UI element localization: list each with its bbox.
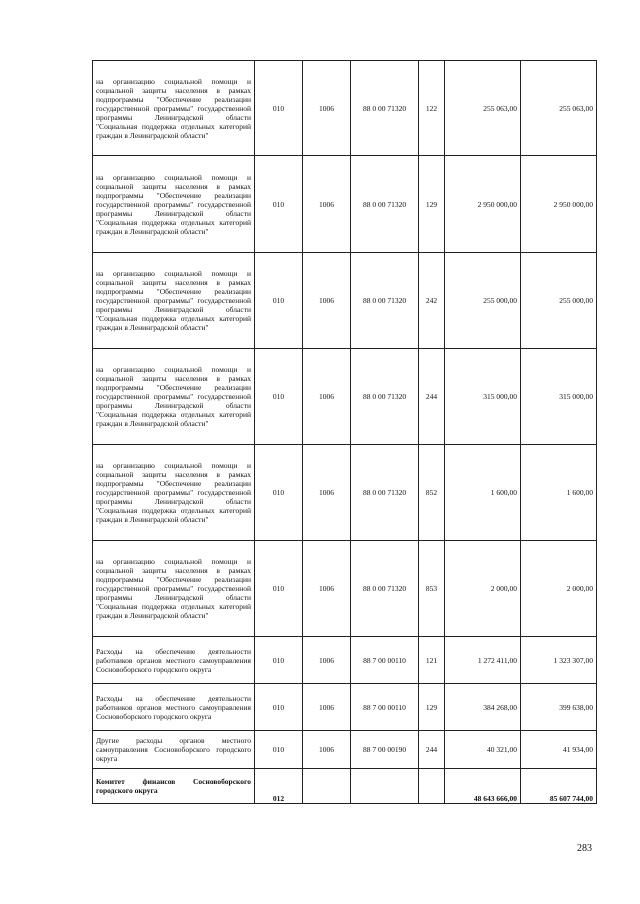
row-sum-2: 2 950 000,00 [521,156,597,253]
row-grbs: 010 [255,61,303,156]
row-sum-1: 384 268,00 [445,684,521,731]
row-target-article: 88 7 00 00110 [351,684,419,731]
row-name: на организацию социальной помощи и социальной защиты населения в рамках подпрограммы "Обеспечение реализации государственной программы" государственной программы Ленинградской области "Социальная поддержка отдельных категорий граждан в Ленинградской области" [93,156,255,253]
row-name: Расходы на обеспечение деятельности работников органов местного самоуправления Сосновоборского городского округа [93,684,255,731]
table-row [93,61,597,156]
row-sum-1: 1 272 411,00 [445,637,521,684]
table-row [93,541,597,637]
table-row [93,253,597,349]
row-expense-type: 244 [419,731,445,769]
row-section: 1006 [303,445,351,541]
row-sum-2: 1 323 307,00 [521,637,597,684]
row-section: 1006 [303,61,351,156]
table-row [93,731,597,769]
row-grbs: 010 [255,684,303,731]
row-name: на организацию социальной помощи и социальной защиты населения в рамках подпрограммы "Обеспечение реализации государственной программы" государственной программы Ленинградской области "Социальная поддержка отдельных категорий граждан в Ленинградской области" [93,253,255,349]
row-target-article: 88 0 00 71320 [351,156,419,253]
table-row [93,637,597,684]
row-sum-1: 1 600,00 [445,445,521,541]
row-section: 1006 [303,684,351,731]
table-row [93,349,597,445]
row-target-article: 88 0 00 71320 [351,253,419,349]
row-sum-2: 255 063,00 [521,61,597,156]
row-grbs: 010 [255,156,303,253]
row-target-article: 88 7 00 00110 [351,637,419,684]
total-name: Комитет финансов Сосновоборского городского округа [93,769,255,804]
row-expense-type: 853 [419,541,445,637]
row-sum-2: 41 934,00 [521,731,597,769]
row-expense-type: 122 [419,61,445,156]
row-section: 1006 [303,253,351,349]
row-expense-type: 244 [419,349,445,445]
row-target-article: 88 0 00 71320 [351,445,419,541]
row-grbs: 010 [255,541,303,637]
row-sum-1: 2 950 000,00 [445,156,521,253]
row-section: 1006 [303,541,351,637]
row-grbs: 010 [255,349,303,445]
row-sum-2: 315 000,00 [521,349,597,445]
total-sum-1: 48 643 666,00 [445,769,521,804]
row-name: на организацию социальной помощи и социальной защиты населения в рамках подпрограммы "Обеспечение реализации государственной программы" государственной программы Ленинградской области "Социальная поддержка отдельных категорий граждан в Ленинградской области" [93,541,255,637]
row-target-article: 88 0 00 71320 [351,61,419,156]
row-sum-1: 315 000,00 [445,349,521,445]
row-name: на организацию социальной помощи и социальной защиты населения в рамках подпрограммы "Обеспечение реализации государственной программы" государственной программы Ленинградской области "Социальная поддержка отдельных категорий граждан в Ленинградской области" [93,61,255,156]
row-name: Расходы на обеспечение деятельности работников органов местного самоуправления Сосновоборского городского округа [93,637,255,684]
table-row [93,445,597,541]
budget-table [92,60,597,804]
total-grbs: 012 [255,769,303,804]
row-target-article: 88 7 00 00190 [351,731,419,769]
row-sum-1: 2 000,00 [445,541,521,637]
row-sum-1: 255 000,00 [445,253,521,349]
row-section: 1006 [303,731,351,769]
row-expense-type: 242 [419,253,445,349]
row-sum-1: 255 063,00 [445,61,521,156]
row-target-article: 88 0 00 71320 [351,541,419,637]
total-sum-2: 85 607 744,00 [521,769,597,804]
row-name: Другие расходы органов местного самоуправления Сосновоборского городского округа [93,731,255,769]
row-expense-type: 121 [419,637,445,684]
row-expense-type: 129 [419,684,445,731]
total-expense-type [419,769,445,804]
row-sum-2: 1 600,00 [521,445,597,541]
row-sum-2: 399 638,00 [521,684,597,731]
row-grbs: 010 [255,445,303,541]
row-grbs: 010 [255,731,303,769]
row-expense-type: 852 [419,445,445,541]
table-row [93,156,597,253]
row-grbs: 010 [255,637,303,684]
total-section [303,769,351,804]
table-row [93,684,597,731]
row-sum-1: 40 321,00 [445,731,521,769]
row-name: на организацию социальной помощи и социальной защиты населения в рамках подпрограммы "Обеспечение реализации государственной программы" государственной программы Ленинградской области "Социальная поддержка отдельных категорий граждан в Ленинградской области" [93,445,255,541]
row-sum-2: 2 000,00 [521,541,597,637]
row-section: 1006 [303,637,351,684]
row-section: 1006 [303,349,351,445]
row-grbs: 010 [255,253,303,349]
row-target-article: 88 0 00 71320 [351,349,419,445]
row-expense-type: 129 [419,156,445,253]
total-row [93,769,597,804]
row-sum-2: 255 000,00 [521,253,597,349]
row-section: 1006 [303,156,351,253]
page-number: 283 [577,843,592,854]
total-target-article [351,769,419,804]
row-name: на организацию социальной помощи и социальной защиты населения в рамках подпрограммы "Обеспечение реализации государственной программы" государственной программы Ленинградской области "Социальная поддержка отдельных категорий граждан в Ленинградской области" [93,349,255,445]
